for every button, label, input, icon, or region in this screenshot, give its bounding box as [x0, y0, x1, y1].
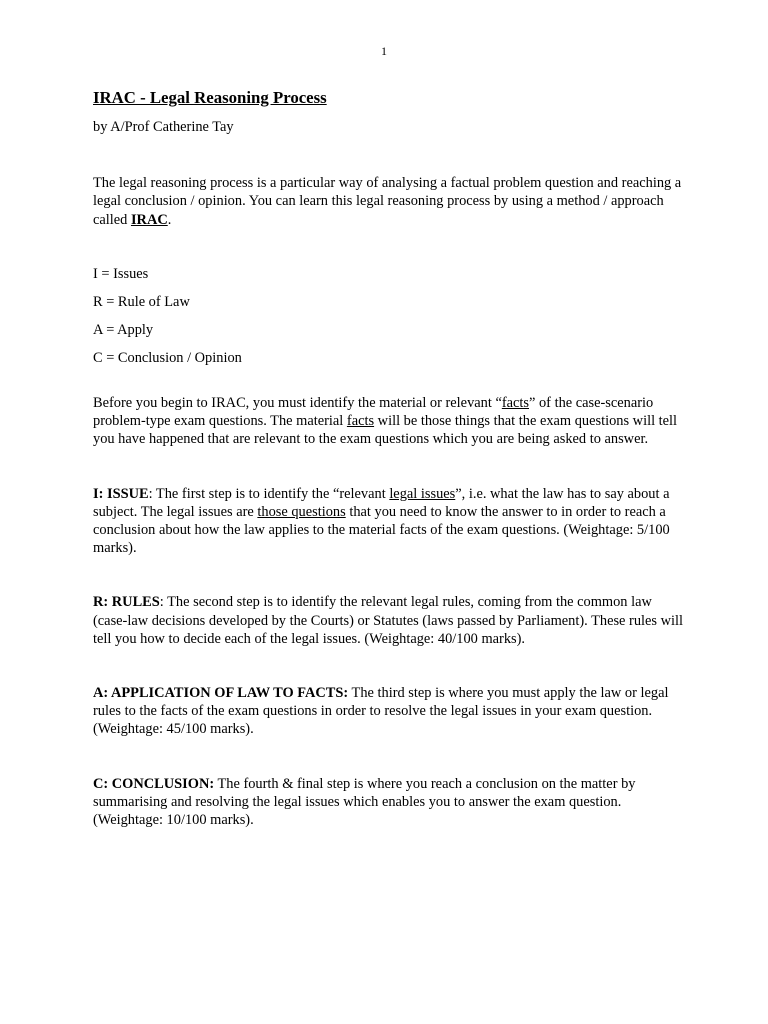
facts-text: will be those things that the exam questions will tell you have happened that are relevant to the exam questions which you are being asked to answer.: [93, 413, 678, 448]
intro-text-end: .: [167, 211, 172, 228]
facts-paragraph: [93, 394, 683, 449]
conclusion-paragraph: [93, 775, 683, 830]
author-line: by A/Prof Catherine Tay: [93, 119, 234, 135]
rules-text: : The second step is to identify the relevant legal rules, coming from the common law (case-law decisions developed by the Courts) or Statutes (laws passed by Parliament). These rules will tell you how to decide each of the legal issues. (Weightage: 40/100 marks).: [93, 594, 684, 647]
application-text: The third step is where you must apply the law or legal rules to the facts of the exam questions in order to resolve the legal issues in your exam question. (Weightage: 45/100 marks).: [93, 685, 669, 738]
issue-text: ”, i.e. what the law has to say about a subject. The legal issues are: [93, 485, 670, 520]
page-number: 1: [381, 44, 387, 58]
facts-text: ” of the case-scenario problem-type exam questions. The material: [93, 395, 654, 430]
intro-text: The legal reasoning process is a particular way of analysing a factual problem question and reaching a legal conclusion / opinion. You can learn this legal reasoning process by using a method / approach called: [93, 175, 682, 228]
rules-paragraph: [93, 593, 683, 648]
irac-list: [93, 265, 683, 367]
document-title: IRAC - Legal Reasoning Process: [93, 88, 327, 107]
irac-list-item: C = Conclusion / Opinion: [93, 349, 242, 366]
those-questions-underlined: those questions: [257, 503, 346, 520]
application-label: A: APPLICATION OF LAW TO FACTS:: [93, 685, 349, 702]
facts-underlined: facts: [346, 413, 375, 430]
issue-text: that you need to know the answer to in order to reach a conclusion about how the law applies to the material facts of the exam questions. (Weightage: 5/100 marks).: [93, 503, 670, 557]
conclusion-label: C: CONCLUSION:: [93, 775, 215, 792]
document-body: [93, 88, 683, 829]
legal-issues-underlined: legal issues: [389, 485, 456, 502]
irac-list-item: A = Apply: [93, 321, 154, 338]
facts-underlined: facts: [501, 395, 529, 412]
intro-paragraph: [93, 174, 683, 229]
irac-list-item: R = Rule of Law: [93, 293, 190, 310]
issue-text: : The first step is to identify the “relevant: [148, 485, 390, 502]
irac-list-item: I = Issues: [93, 265, 149, 282]
conclusion-text: The fourth & final step is where you reach a conclusion on the matter by summarising and resolving the legal issues which enables you to answer the exam question. (Weightage: 10/100 marks).: [93, 775, 636, 829]
irac-emphasis: IRAC: [130, 211, 168, 228]
rules-label: R: RULES: [93, 594, 160, 611]
issue-label: I: ISSUE: [93, 485, 149, 502]
application-paragraph: [93, 684, 683, 739]
issue-paragraph: [93, 485, 683, 558]
facts-text: Before you begin to IRAC, you must identify the material or relevant “: [93, 395, 502, 412]
